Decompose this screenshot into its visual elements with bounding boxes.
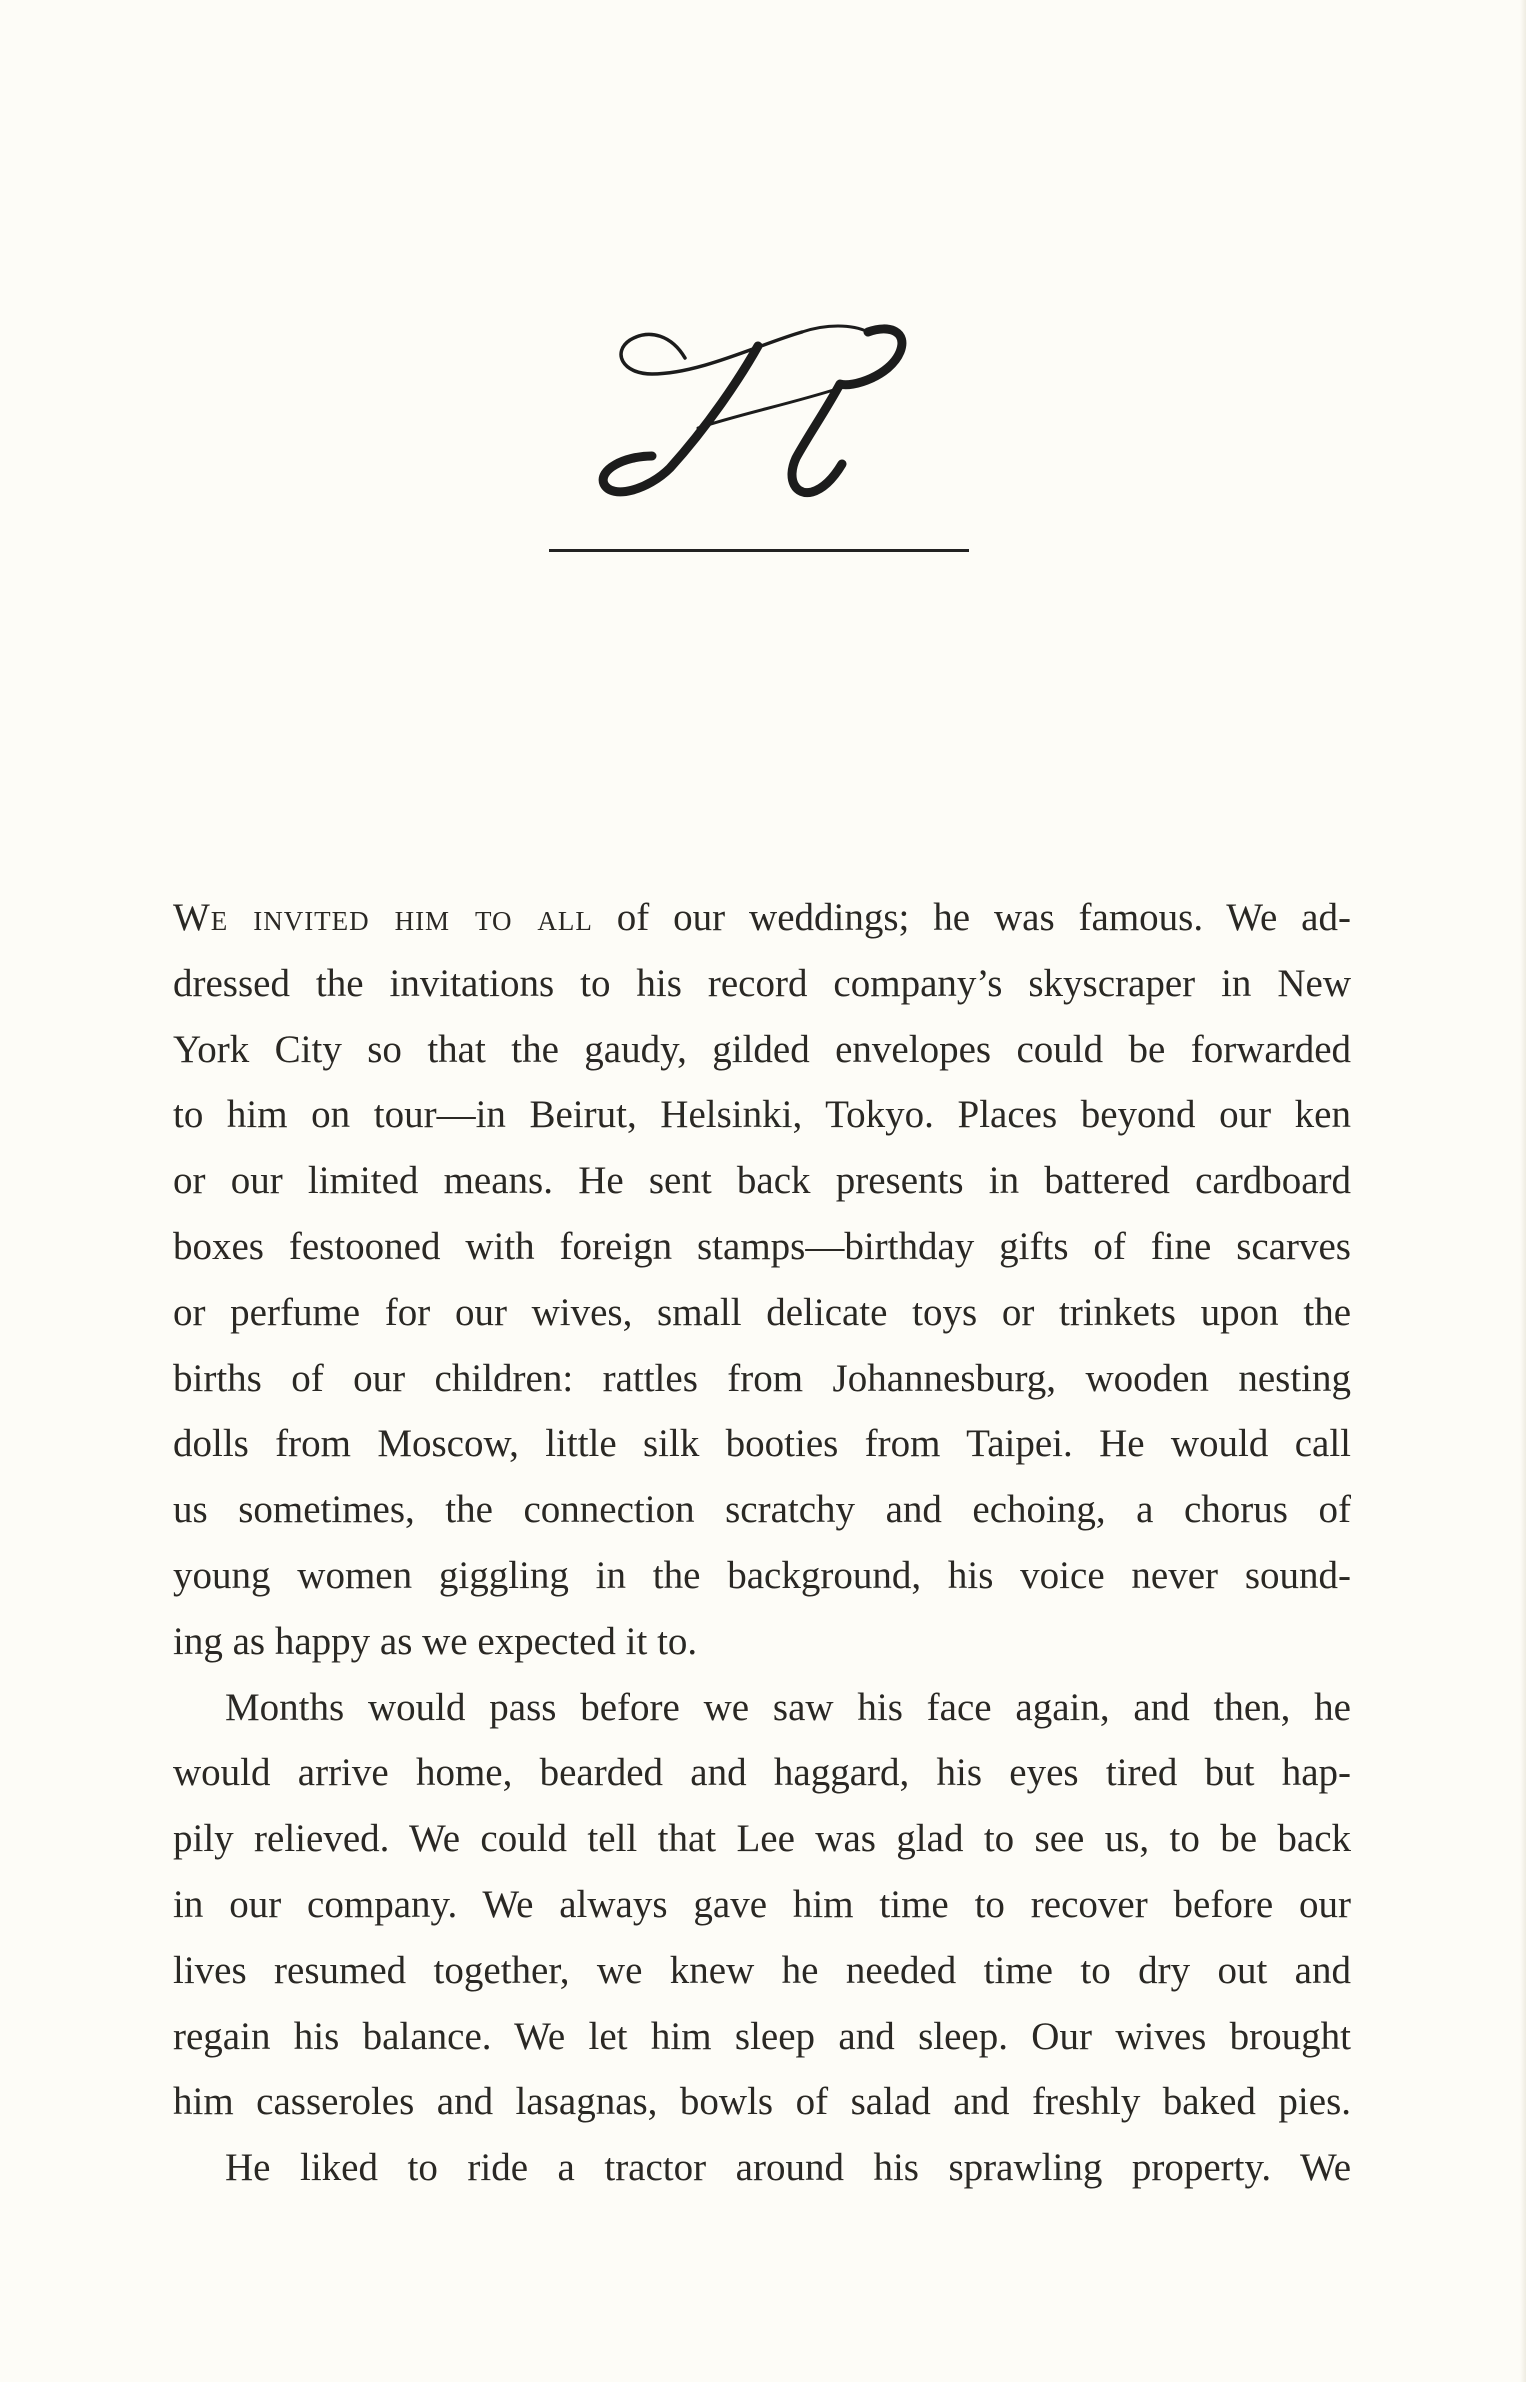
body-text [173, 885, 1351, 2201]
text-line: We invited him to all of our weddings; he was famous. We ad- [173, 896, 1351, 939]
text-line: to him on tour—in Beirut, Helsinki, Tokyo. Places beyond our ken [173, 1093, 1351, 1137]
text-line: him casseroles and lasagnas, bowls of salad and freshly baked pies. [173, 2080, 1351, 2124]
text-line: or perfume for our wives, small delicate toys or trinkets upon the [173, 1290, 1351, 1334]
text-line: ing as happy as we expected it to. [173, 1619, 698, 1663]
page-edge [1520, 0, 1526, 2382]
ornament-rule [549, 549, 969, 552]
text-line: York City so that the gaudy, gilded envelopes could be forwarded [173, 1027, 1351, 1071]
text-line: regain his balance. We let him sleep and sleep. Our wives brought [173, 2014, 1351, 2058]
text-line: pily relieved. We could tell that Lee was glad to see us, to be back [173, 1817, 1351, 1861]
text-line: lives resumed together, we knew he needed time to dry out and [173, 1948, 1351, 1992]
text-line: dressed the invitations to his record company’s skyscraper in New [173, 961, 1351, 1005]
text-line: young women giggling in the background, his voice never sound- [173, 1553, 1351, 1597]
text-line: us sometimes, the connection scratchy and echoing, a chorus of [173, 1488, 1351, 1532]
text-line: or our limited means. He sent back presents in battered cardboard [173, 1159, 1351, 1203]
text-line: would arrive home, bearded and haggard, his eyes tired but hap- [173, 1751, 1351, 1795]
text-line: Months would pass before we saw his face again, and then, he [225, 1685, 1351, 1729]
script-h-ornament-icon [590, 318, 930, 508]
text-line: dolls from Moscow, little silk booties from Taipei. He would call [173, 1422, 1351, 1466]
text-line: boxes festooned with foreign stamps—birthday gifts of fine scarves [173, 1224, 1351, 1268]
text-line: He liked to ride a tractor around his sprawling property. We [225, 2146, 1351, 2190]
lead-in-smallcaps: We invited him to all [173, 896, 593, 939]
text-line: births of our children: rattles from Johannesburg, wooden nesting [173, 1356, 1351, 1400]
text-line: in our company. We always gave him time to recover before our [173, 1882, 1351, 1926]
